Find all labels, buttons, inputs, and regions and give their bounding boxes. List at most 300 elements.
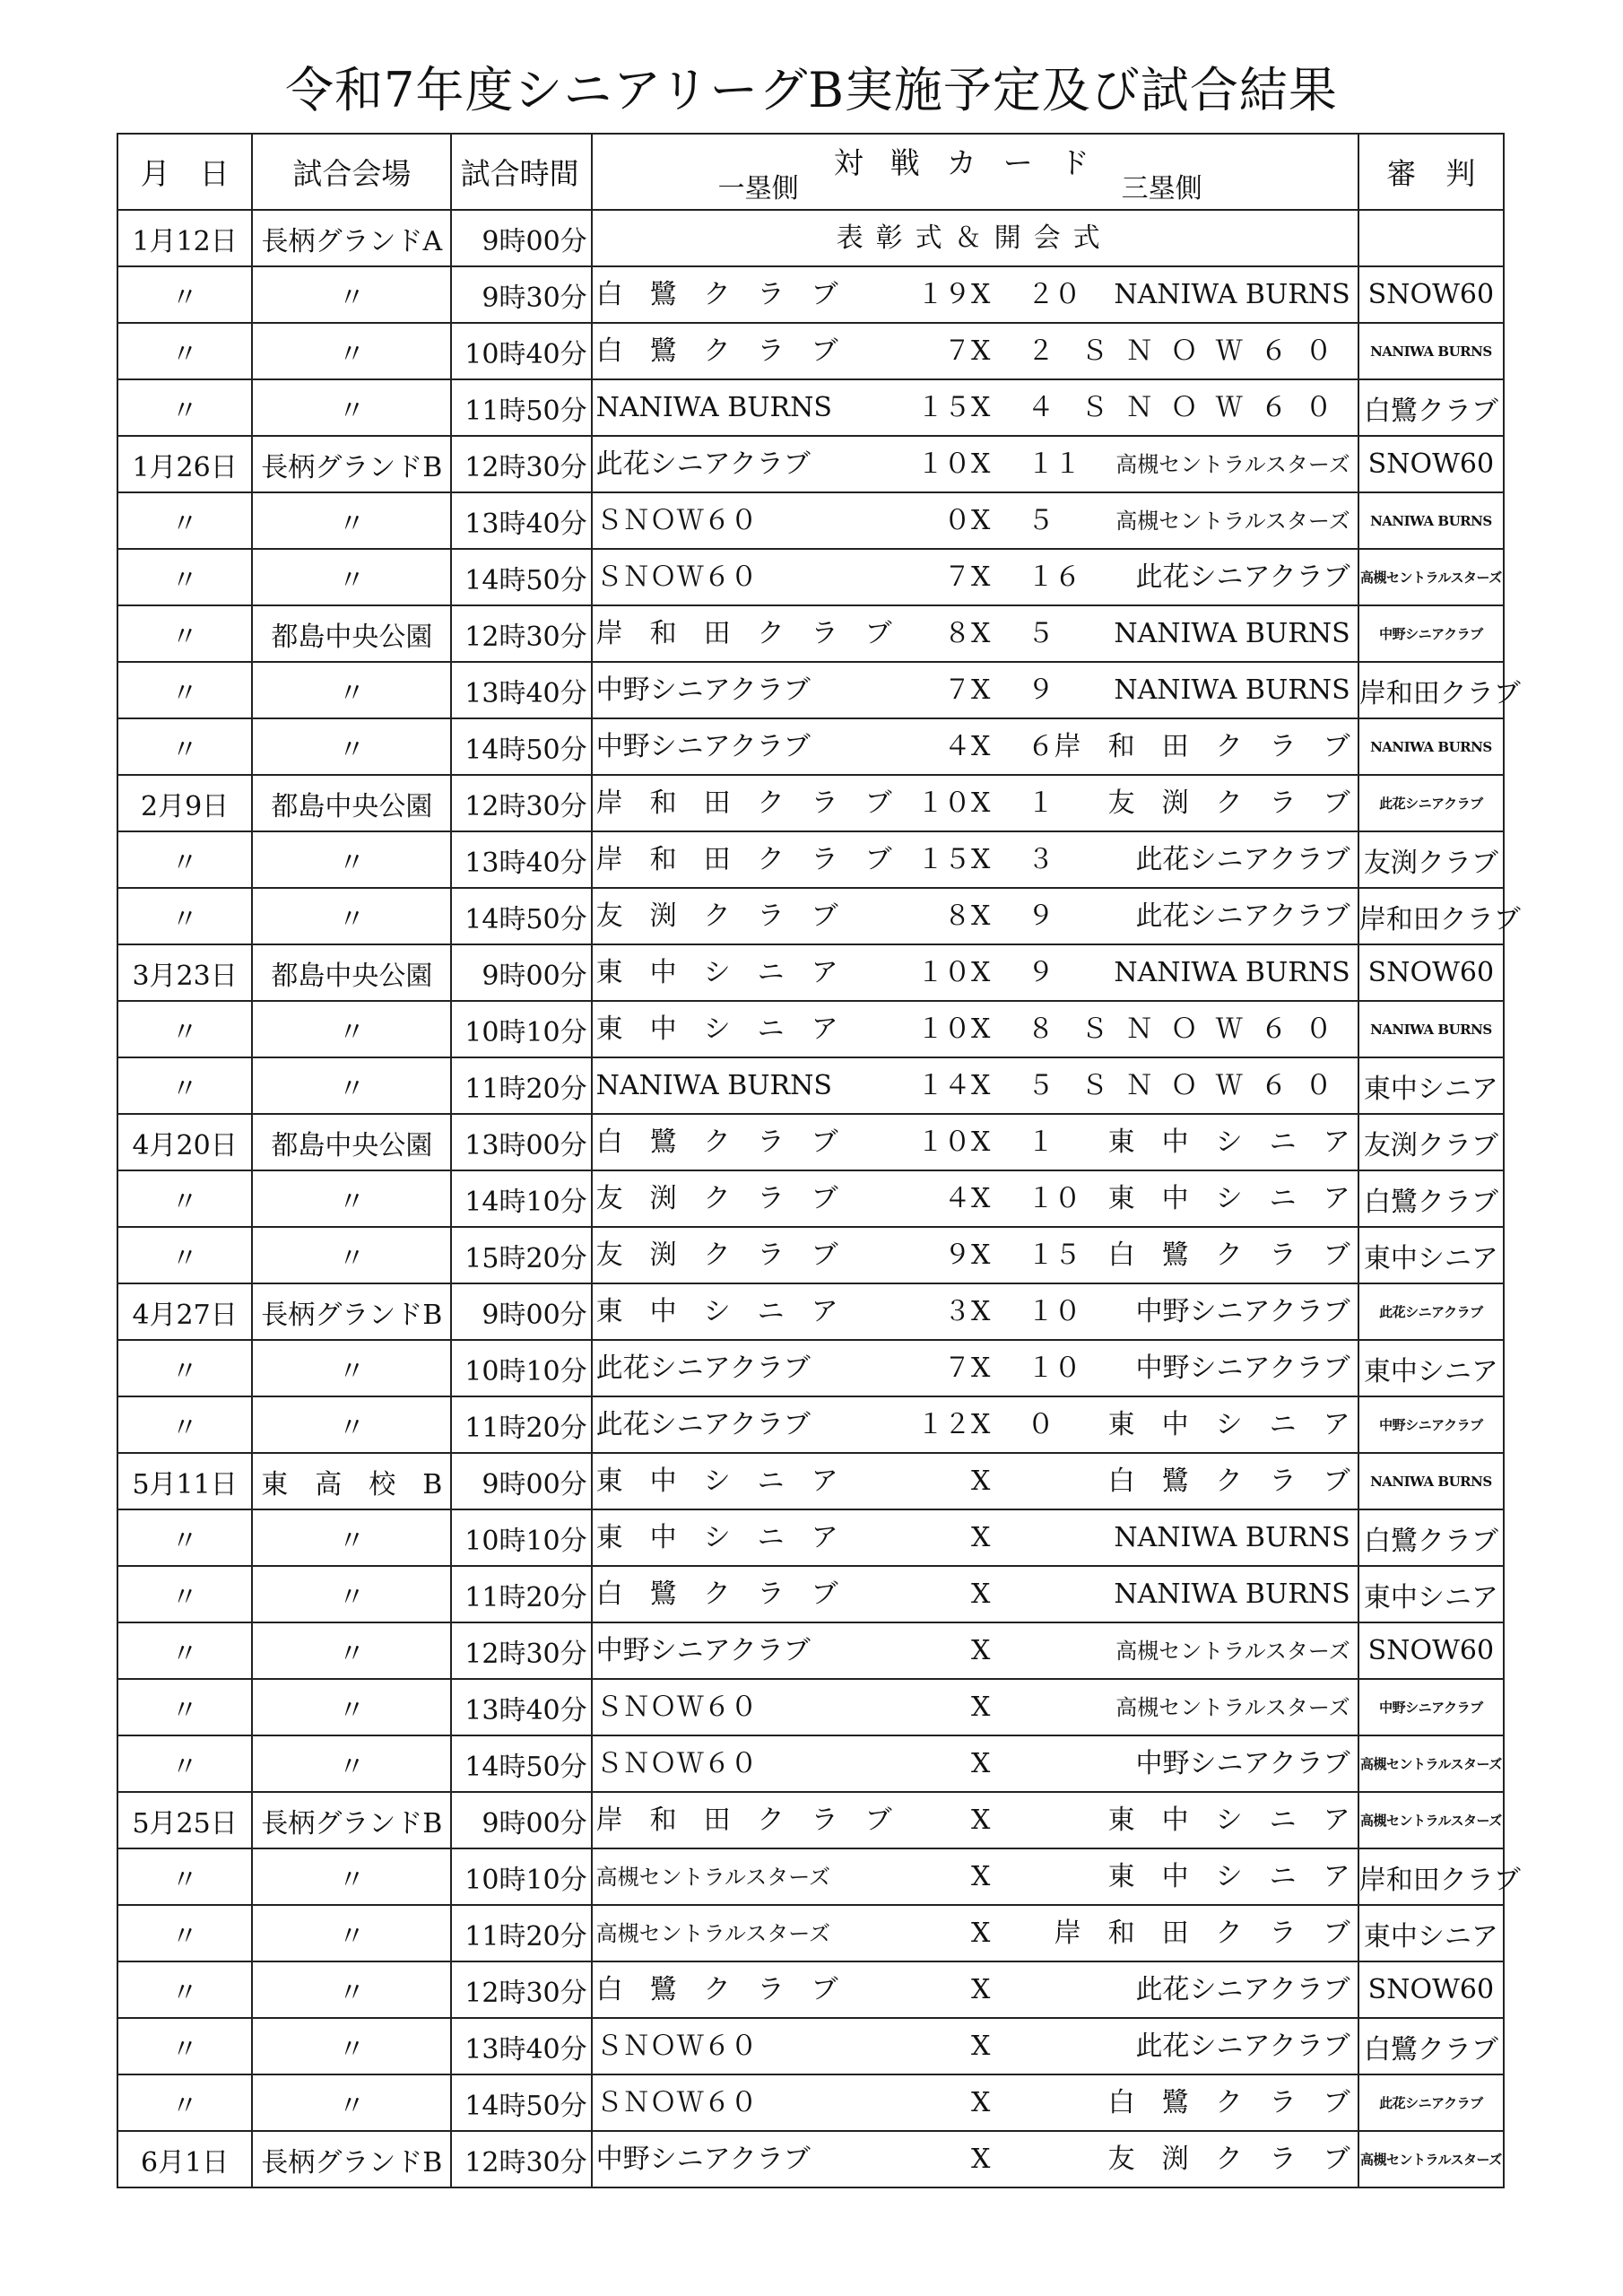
row-referee: SNOW60 (1358, 266, 1504, 323)
away-score: １ (1027, 1126, 1055, 1158)
row-referee: 友渕クラブ (1358, 831, 1504, 888)
home-team: 此花シニアクラブ (595, 1409, 811, 1440)
home-score: １４ (916, 1070, 971, 1101)
row-date: 2月9日 (117, 775, 252, 831)
row-venue: 〃 (252, 1622, 451, 1679)
away-score: ９ (1027, 674, 1055, 706)
away-score: ２０ (1027, 279, 1081, 310)
row-referee: 白鷺クラブ (1358, 1170, 1504, 1227)
row-match (592, 1170, 1358, 1227)
away-team: 白 鷺 ク ラ ブ (1107, 2087, 1350, 2118)
away-team: 此花シニアクラブ (1135, 1974, 1350, 2005)
home-team: 東 中 シ ニ ア (595, 1522, 838, 1553)
home-team: NANIWA BURNS (595, 392, 832, 423)
row-referee: 岸和田クラブ (1358, 662, 1504, 718)
row-time: 10時10分 (451, 1001, 591, 1057)
row-time: 12時30分 (451, 1622, 591, 1679)
row-venue: 〃 (252, 1961, 451, 2018)
away-team: 此花シニアクラブ (1135, 844, 1350, 875)
row-referee: 東中シニア (1358, 1905, 1504, 1961)
versus-mark: X (970, 448, 991, 480)
row-venue: 長柄グランドA (252, 210, 451, 266)
row-referee: 東中シニア (1358, 1340, 1504, 1396)
away-score: １ (1027, 787, 1055, 819)
row-venue: 〃 (252, 662, 451, 718)
home-team: 東 中 シ ニ ア (595, 957, 838, 988)
away-score: ５ (1027, 1070, 1055, 1101)
row-date: 〃 (117, 492, 252, 549)
row-time: 10時10分 (451, 1848, 591, 1905)
row-match (592, 549, 1358, 605)
row-time: 12時30分 (451, 1961, 591, 2018)
row-date: 〃 (117, 1735, 252, 1792)
row-date: 〃 (117, 1227, 252, 1283)
row-match (592, 1453, 1358, 1509)
home-team: ＳＮＯＷ６０ (595, 561, 758, 593)
row-referee: 東中シニア (1358, 1227, 1504, 1283)
home-team: 中野シニアクラブ (595, 674, 811, 706)
table-row (117, 2018, 1504, 2074)
row-venue: 都島中央公園 (252, 775, 451, 831)
row-date: 〃 (117, 549, 252, 605)
row-date: 〃 (117, 1001, 252, 1057)
row-match (592, 2074, 1358, 2131)
row-time: 14時10分 (451, 1170, 591, 1227)
row-time: 9時00分 (451, 1453, 591, 1509)
row-venue: 長柄グランドB (252, 436, 451, 492)
row-match (592, 266, 1358, 323)
row-venue: 〃 (252, 266, 451, 323)
versus-mark: X (970, 1352, 991, 1384)
row-date: 4月20日 (117, 1114, 252, 1170)
versus-mark: X (970, 505, 991, 536)
row-date: 〃 (117, 1170, 252, 1227)
row-match (592, 492, 1358, 549)
row-venue: 〃 (252, 1566, 451, 1622)
versus-mark: X (970, 731, 991, 762)
home-score: １０ (916, 787, 971, 819)
table-row (117, 888, 1504, 944)
away-team: NANIWA BURNS (1114, 674, 1350, 706)
home-score: １０ (916, 1013, 971, 1045)
row-venue: 〃 (252, 1396, 451, 1453)
away-score: ０ (1027, 1409, 1055, 1440)
row-date: 〃 (117, 1848, 252, 1905)
table-row (117, 1453, 1504, 1509)
versus-mark: X (970, 1522, 991, 1553)
home-team: ＳＮＯＷ６０ (595, 2031, 758, 2062)
row-referee (1358, 210, 1504, 266)
row-date: 〃 (117, 1340, 252, 1396)
row-match (592, 831, 1358, 888)
versus-mark: X (970, 1409, 991, 1440)
table-row (117, 1961, 1504, 2018)
versus-mark: X (970, 1748, 991, 1779)
table-row (117, 1905, 1504, 1961)
row-venue: 〃 (252, 2074, 451, 2131)
table-row (117, 2074, 1504, 2131)
row-date: 〃 (117, 1566, 252, 1622)
home-team: 白 鷺 ク ラ ブ (595, 335, 838, 367)
row-date: 〃 (117, 1396, 252, 1453)
away-score: ９ (1027, 957, 1055, 988)
row-referee: SNOW60 (1358, 944, 1504, 1001)
away-team: ＳＮＯＷ６０ (1081, 392, 1350, 423)
home-score: １０ (916, 957, 971, 988)
row-referee: 高槻セントラルスターズ (1358, 1735, 1504, 1792)
row-venue: 〃 (252, 1509, 451, 1566)
row-time: 9時00分 (451, 944, 591, 1001)
row-time: 9時00分 (451, 1283, 591, 1340)
row-date: 〃 (117, 379, 252, 436)
row-venue: 〃 (252, 1057, 451, 1114)
away-score: ９ (1027, 900, 1055, 932)
table-row (117, 1283, 1504, 1340)
row-referee: 中野シニアクラブ (1358, 1396, 1504, 1453)
away-score: ３ (1027, 844, 1055, 875)
row-venue: 〃 (252, 1679, 451, 1735)
table-row (117, 1509, 1504, 1566)
away-score: ８ (1027, 1013, 1055, 1045)
row-referee: SNOW60 (1358, 1961, 1504, 2018)
table-row (117, 2131, 1504, 2187)
row-referee: 中野シニアクラブ (1358, 1679, 1504, 1735)
home-score: ７ (943, 335, 971, 367)
table-header-row (117, 134, 1504, 210)
table-row (117, 1057, 1504, 1114)
row-referee: 此花シニアクラブ (1358, 2074, 1504, 2131)
away-score: １５ (1027, 1239, 1081, 1271)
header-away: 三塁側 (1121, 173, 1202, 204)
away-score: ６ (1027, 731, 1055, 762)
row-venue: 〃 (252, 1905, 451, 1961)
row-referee: NANIWA BURNS (1358, 718, 1504, 775)
versus-mark: X (970, 1861, 991, 1892)
opening-ceremony: 表彰式＆開会式 (836, 222, 1113, 254)
away-score: １０ (1027, 1183, 1081, 1214)
home-score: １０ (916, 1126, 971, 1158)
row-venue: 〃 (252, 1735, 451, 1792)
row-match (592, 379, 1358, 436)
away-team: 高槻セントラルスターズ (1115, 1639, 1350, 1664)
table-row (117, 1792, 1504, 1848)
versus-mark: X (970, 1692, 991, 1723)
row-venue: 東 高 校 B (252, 1453, 451, 1509)
table-row (117, 1114, 1504, 1170)
row-referee: 中野シニアクラブ (1358, 605, 1504, 662)
row-date: 3月23日 (117, 944, 252, 1001)
table-row (117, 436, 1504, 492)
row-date: 4月27日 (117, 1283, 252, 1340)
row-match (592, 1735, 1358, 1792)
home-team: 岸 和 田 ク ラ ブ (595, 787, 892, 819)
home-score: ０ (943, 505, 971, 536)
table-row (117, 662, 1504, 718)
table-row (117, 210, 1504, 266)
table-row (117, 1340, 1504, 1396)
home-score: １９ (916, 279, 971, 310)
home-team: ＳＮＯＷ６０ (595, 2087, 758, 2118)
page-title: 令和7年度シニアリーグB実施予定及び試合結果 (285, 62, 1338, 118)
header-time: 試合時間 (451, 134, 591, 210)
row-referee: 東中シニア (1358, 1566, 1504, 1622)
versus-mark: X (970, 2144, 991, 2175)
row-match (592, 2131, 1358, 2187)
row-time: 11時20分 (451, 1057, 591, 1114)
away-team: NANIWA BURNS (1114, 1522, 1350, 1553)
row-match (592, 1792, 1358, 1848)
row-venue: 〃 (252, 1227, 451, 1283)
row-time: 10時40分 (451, 323, 591, 379)
versus-mark: X (970, 1578, 991, 1610)
home-team: NANIWA BURNS (595, 1070, 832, 1101)
home-score: １５ (916, 844, 971, 875)
row-date: 〃 (117, 1622, 252, 1679)
row-referee: 白鷺クラブ (1358, 2018, 1504, 2074)
versus-mark: X (970, 1296, 991, 1327)
versus-mark: X (970, 392, 991, 423)
home-team: 此花シニアクラブ (595, 448, 811, 480)
row-venue: 〃 (252, 888, 451, 944)
row-venue: 〃 (252, 323, 451, 379)
table-row (117, 323, 1504, 379)
away-team: 東 中 シ ニ ア (1107, 1183, 1350, 1214)
row-date: 〃 (117, 1679, 252, 1735)
home-team: 中野シニアクラブ (595, 731, 811, 762)
row-date: 1月12日 (117, 210, 252, 266)
home-team: 東 中 シ ニ ア (595, 1296, 838, 1327)
home-team: 白 鷺 ク ラ ブ (595, 1974, 838, 2005)
away-team: 中野シニアクラブ (1135, 1352, 1350, 1384)
row-venue: 〃 (252, 1001, 451, 1057)
row-referee: NANIWA BURNS (1358, 492, 1504, 549)
versus-mark: X (970, 1183, 991, 1214)
away-team: 岸 和 田 ク ラ ブ (1054, 1918, 1350, 1949)
home-team: 東 中 シ ニ ア (595, 1013, 838, 1045)
home-score: ７ (943, 674, 971, 706)
away-team: 中野シニアクラブ (1135, 1296, 1350, 1327)
away-score: ４ (1027, 392, 1055, 423)
table-row (117, 549, 1504, 605)
header-match-title: 対戦カード (833, 145, 1116, 180)
row-date: 〃 (117, 662, 252, 718)
away-team: 白 鷺 ク ラ ブ (1107, 1239, 1350, 1271)
row-venue: 都島中央公園 (252, 605, 451, 662)
versus-mark: X (970, 844, 991, 875)
row-time: 13時40分 (451, 492, 591, 549)
row-date: 〃 (117, 323, 252, 379)
away-team: 高槻セントラルスターズ (1115, 1695, 1350, 1720)
row-time: 14時50分 (451, 2074, 591, 2131)
row-match (592, 1905, 1358, 1961)
row-time: 10時10分 (451, 1340, 591, 1396)
away-team: NANIWA BURNS (1114, 279, 1350, 310)
home-score: ７ (943, 1352, 971, 1384)
row-venue: 長柄グランドB (252, 2131, 451, 2187)
table-row (117, 1170, 1504, 1227)
away-team: 此花シニアクラブ (1135, 900, 1350, 932)
row-time: 15時20分 (451, 1227, 591, 1283)
table-row (117, 831, 1504, 888)
row-referee: 白鷺クラブ (1358, 1509, 1504, 1566)
home-team: 白 鷺 ク ラ ブ (595, 1126, 838, 1158)
versus-mark: X (970, 561, 991, 593)
row-venue: 長柄グランドB (252, 1792, 451, 1848)
home-score: １２ (916, 1409, 971, 1440)
away-team: 東 中 シ ニ ア (1107, 1126, 1350, 1158)
versus-mark: X (970, 900, 991, 932)
row-match (592, 1001, 1358, 1057)
row-match (592, 1566, 1358, 1622)
row-venue: 長柄グランドB (252, 1283, 451, 1340)
row-date: 〃 (117, 1509, 252, 1566)
row-match (592, 1057, 1358, 1114)
versus-mark: X (970, 618, 991, 649)
away-team: 友 渕 ク ラ ブ (1107, 2144, 1350, 2175)
row-time: 12時30分 (451, 436, 591, 492)
row-referee: 高槻セントラルスターズ (1358, 1792, 1504, 1848)
away-team: ＳＮＯＷ６０ (1081, 1070, 1350, 1101)
table-row (117, 1566, 1504, 1622)
versus-mark: X (970, 957, 991, 988)
row-date: 〃 (117, 1057, 252, 1114)
versus-mark: X (970, 1805, 991, 1836)
versus-mark: X (970, 1013, 991, 1045)
row-match (592, 718, 1358, 775)
away-team: 白 鷺 ク ラ ブ (1107, 1465, 1350, 1497)
row-venue: 〃 (252, 718, 451, 775)
versus-mark: X (970, 1635, 991, 1666)
row-referee: 此花シニアクラブ (1358, 1283, 1504, 1340)
row-date: 〃 (117, 2074, 252, 2131)
row-match (592, 1340, 1358, 1396)
row-venue: 〃 (252, 492, 451, 549)
home-score: １０ (916, 448, 971, 480)
home-team: 中野シニアクラブ (595, 2144, 811, 2175)
table-row (117, 379, 1504, 436)
row-match (592, 323, 1358, 379)
table-row (117, 775, 1504, 831)
row-match (592, 1227, 1358, 1283)
row-referee: NANIWA BURNS (1358, 323, 1504, 379)
table-row (117, 1735, 1504, 1792)
home-team: 岸 和 田 ク ラ ブ (595, 618, 892, 649)
schedule-table (117, 133, 1521, 2188)
row-date: 5月25日 (117, 1792, 252, 1848)
row-match (592, 944, 1358, 1001)
row-match (592, 888, 1358, 944)
home-team: ＳＮＯＷ６０ (595, 1692, 758, 1723)
row-referee: 此花シニアクラブ (1358, 775, 1504, 831)
row-referee: 岸和田クラブ (1358, 888, 1504, 944)
header-match (592, 134, 1358, 210)
home-team: 白 鷺 ク ラ ブ (595, 279, 838, 310)
table-row (117, 1848, 1504, 1905)
row-date: 〃 (117, 266, 252, 323)
away-score: １６ (1027, 561, 1081, 593)
header-home: 一塁側 (717, 173, 799, 204)
away-team: 友 渕 ク ラ ブ (1107, 787, 1350, 819)
row-match (592, 1114, 1358, 1170)
table-row (117, 944, 1504, 1001)
table-row (117, 1679, 1504, 1735)
row-venue: 〃 (252, 831, 451, 888)
row-time: 13時40分 (451, 1679, 591, 1735)
versus-mark: X (970, 1465, 991, 1497)
row-date: 5月11日 (117, 1453, 252, 1509)
header-venue: 試合会場 (252, 134, 451, 210)
row-match (592, 1509, 1358, 1566)
table-row (117, 1001, 1504, 1057)
home-score: ４ (943, 1183, 971, 1214)
row-time: 9時30分 (451, 266, 591, 323)
versus-mark: X (970, 279, 991, 310)
home-score: ４ (943, 731, 971, 762)
table-row (117, 266, 1504, 323)
header-date: 月 日 (117, 134, 252, 210)
away-team: 高槻セントラルスターズ (1115, 509, 1350, 534)
versus-mark: X (970, 1126, 991, 1158)
row-date: 1月26日 (117, 436, 252, 492)
row-time: 11時20分 (451, 1396, 591, 1453)
row-time: 10時10分 (451, 1509, 591, 1566)
home-score: １５ (916, 392, 971, 423)
row-time: 12時30分 (451, 775, 591, 831)
row-match (592, 1283, 1358, 1340)
row-match (592, 662, 1358, 718)
away-team: 東 中 シ ニ ア (1107, 1861, 1350, 1892)
row-referee: NANIWA BURNS (1358, 1453, 1504, 1509)
row-time: 9時00分 (451, 1792, 591, 1848)
versus-mark: X (970, 1974, 991, 2005)
versus-mark: X (970, 1918, 991, 1949)
header-referee: 審 判 (1358, 134, 1504, 210)
row-date: 〃 (117, 888, 252, 944)
row-time: 12時30分 (451, 2131, 591, 2187)
away-team: ＳＮＯＷ６０ (1081, 1013, 1350, 1045)
table-row (117, 492, 1504, 549)
home-team: 岸 和 田 ク ラ ブ (595, 844, 892, 875)
row-venue: 〃 (252, 1340, 451, 1396)
home-score: ８ (943, 618, 971, 649)
home-score: ７ (943, 561, 971, 593)
versus-mark: X (970, 2087, 991, 2118)
row-match (592, 1622, 1358, 1679)
versus-mark: X (970, 1070, 991, 1101)
row-venue: 都島中央公園 (252, 944, 451, 1001)
row-match (592, 1396, 1358, 1453)
table-row (117, 605, 1504, 662)
row-venue: 〃 (252, 549, 451, 605)
row-venue: 〃 (252, 379, 451, 436)
table-row (117, 718, 1504, 775)
row-time: 14時50分 (451, 888, 591, 944)
row-time: 9時00分 (451, 210, 591, 266)
row-date: 〃 (117, 1961, 252, 2018)
row-time: 14時50分 (451, 549, 591, 605)
row-date: 6月1日 (117, 2131, 252, 2187)
home-team: 高槻セントラルスターズ (595, 1921, 831, 1946)
away-score: １１ (1027, 448, 1081, 480)
away-team: 東 中 シ ニ ア (1107, 1805, 1350, 1836)
row-time: 11時20分 (451, 1566, 591, 1622)
home-team: 友 渕 ク ラ ブ (595, 1183, 838, 1214)
row-match (592, 1679, 1358, 1735)
versus-mark: X (970, 1239, 991, 1271)
row-date: 〃 (117, 831, 252, 888)
away-score: １０ (1027, 1352, 1081, 1384)
row-time: 13時40分 (451, 662, 591, 718)
